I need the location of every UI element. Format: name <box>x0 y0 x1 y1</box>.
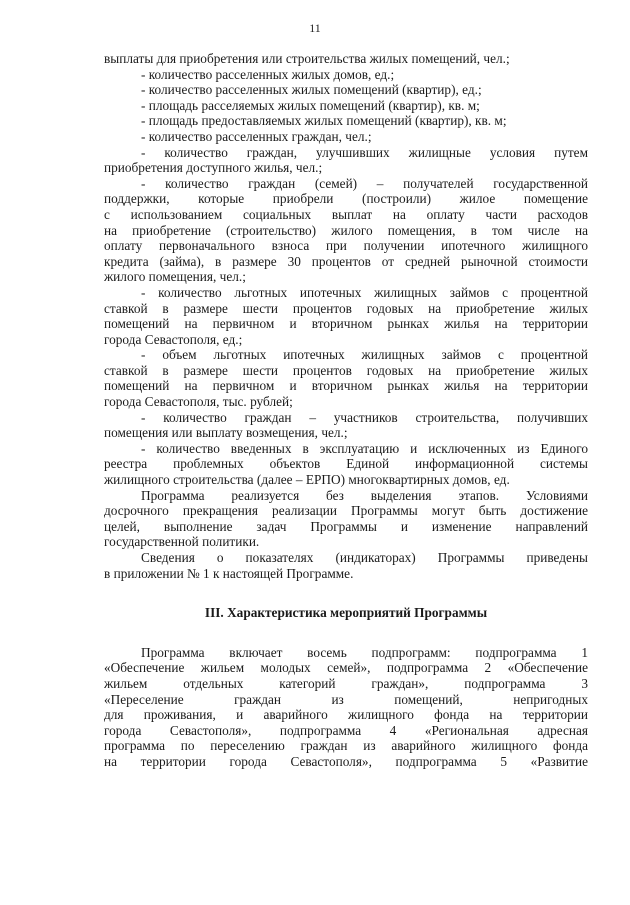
list-item: - количество граждан, улучшивших жилищные условия путем <box>141 144 588 160</box>
text-line: города Севастополя, тыс. рублей; <box>104 394 293 410</box>
text-line: жилищного строительства (далее – ЕРПО) многоквартирных домов, ед. <box>104 472 510 488</box>
list-item: - количество введенных в эксплуатацию и исключенных из Единого <box>141 440 588 456</box>
list-item: - количество граждан (семей) – получателей государственной <box>141 175 588 191</box>
list-item: - площадь расселяемых жилых помещений (квартир), кв. м; <box>141 97 480 113</box>
paragraph-line: Программа реализуется без выделения этапов. Условиями <box>141 487 588 503</box>
text-line: города Севастополя», подпрограмма 4 «Региональная адресная <box>104 722 588 738</box>
list-item: - количество расселенных граждан, чел.; <box>141 128 372 144</box>
text-line: реестра проблемных объектов Единой информационной системы <box>104 456 588 472</box>
text-line: для проживания, и аварийного жилищного фонда на территории <box>104 707 588 723</box>
text-line: города Севастополя, ед.; <box>104 331 243 347</box>
text-line: на приобретение (строительство) жилого помещения, в том числе на <box>104 222 588 238</box>
paragraph-line: Сведения о показателях (индикаторах) Программы приведены <box>141 550 588 565</box>
text-line: приобретения доступного жилья, чел.; <box>104 160 323 176</box>
text-line: программа по переселению граждан из аварийного жилищного фонда <box>104 738 588 754</box>
text-line: с использованием социальных выплат на оплату части расходов <box>104 206 588 222</box>
list-item: - объем льготных ипотечных жилищных займов с процентной <box>141 347 588 363</box>
section-heading: III. Характеристика мероприятий Программы <box>204 605 488 621</box>
list-item: - количество льготных ипотечных жилищных займов с процентной <box>141 284 588 300</box>
list-item: - количество расселенных жилых помещений (квартир), ед.; <box>141 82 482 98</box>
spacer <box>104 581 588 605</box>
text-line: целей, выполнение задач Программы и изменение направлений <box>104 518 588 534</box>
text-line: государственной политики. <box>104 534 260 550</box>
text-line: жилого помещения, чел.; <box>104 269 246 285</box>
list-item: - количество граждан – участников строительства, получивших <box>141 409 588 425</box>
text-line: досрочного прекращения реализации Программы могут быть достижение <box>104 503 588 519</box>
text-line: кредита (займа), в размере 30 процентов от средней рыночной стоимости <box>104 253 588 269</box>
text-line: на территории города Севастополя», подпрограмма 5 «Развитие <box>104 753 588 769</box>
page-number: 11 <box>309 21 321 35</box>
spacer <box>104 621 588 645</box>
text-line: «Обеспечение жильем молодых семей», подпрограмма 2 «Обеспечение <box>104 660 588 676</box>
list-item: - площадь предоставляемых жилых помещений (квартир), кв. м; <box>141 113 507 129</box>
text-line: жильем отдельных категорий граждан», подпрограмма 3 <box>104 675 588 691</box>
text-line: «Переселение граждан из помещений, непригодных <box>104 691 588 707</box>
document-body <box>104 51 588 851</box>
list-item: - количество расселенных жилых домов, ед.; <box>141 66 395 82</box>
text-line: оплату первоначального взноса при получении ипотечного жилищного <box>104 238 588 254</box>
text-line: помещений на первичном и вторичном рынках жилья на территории <box>104 378 588 394</box>
text-line: поддержки, которые приобрели (построили) жилое помещение <box>104 191 588 207</box>
text-line: выплаты для приобретения или строительства жилых помещений, чел.; <box>104 51 510 66</box>
text-line: помещения или выплату возмещения, чел.; <box>104 425 348 441</box>
text-line: ставкой в размере шести процентов годовых на приобретение жилых <box>104 300 588 316</box>
text-line: помещений на первичном и вторичном рынках жилья на территории <box>104 316 588 332</box>
paragraph-line: Программа включает восемь подпрограмм: подпрограмма 1 <box>141 644 588 660</box>
text-line: ставкой в размере шести процентов годовых на приобретение жилых <box>104 362 588 378</box>
text-line: в приложении № 1 к настоящей Программе. <box>104 565 354 581</box>
